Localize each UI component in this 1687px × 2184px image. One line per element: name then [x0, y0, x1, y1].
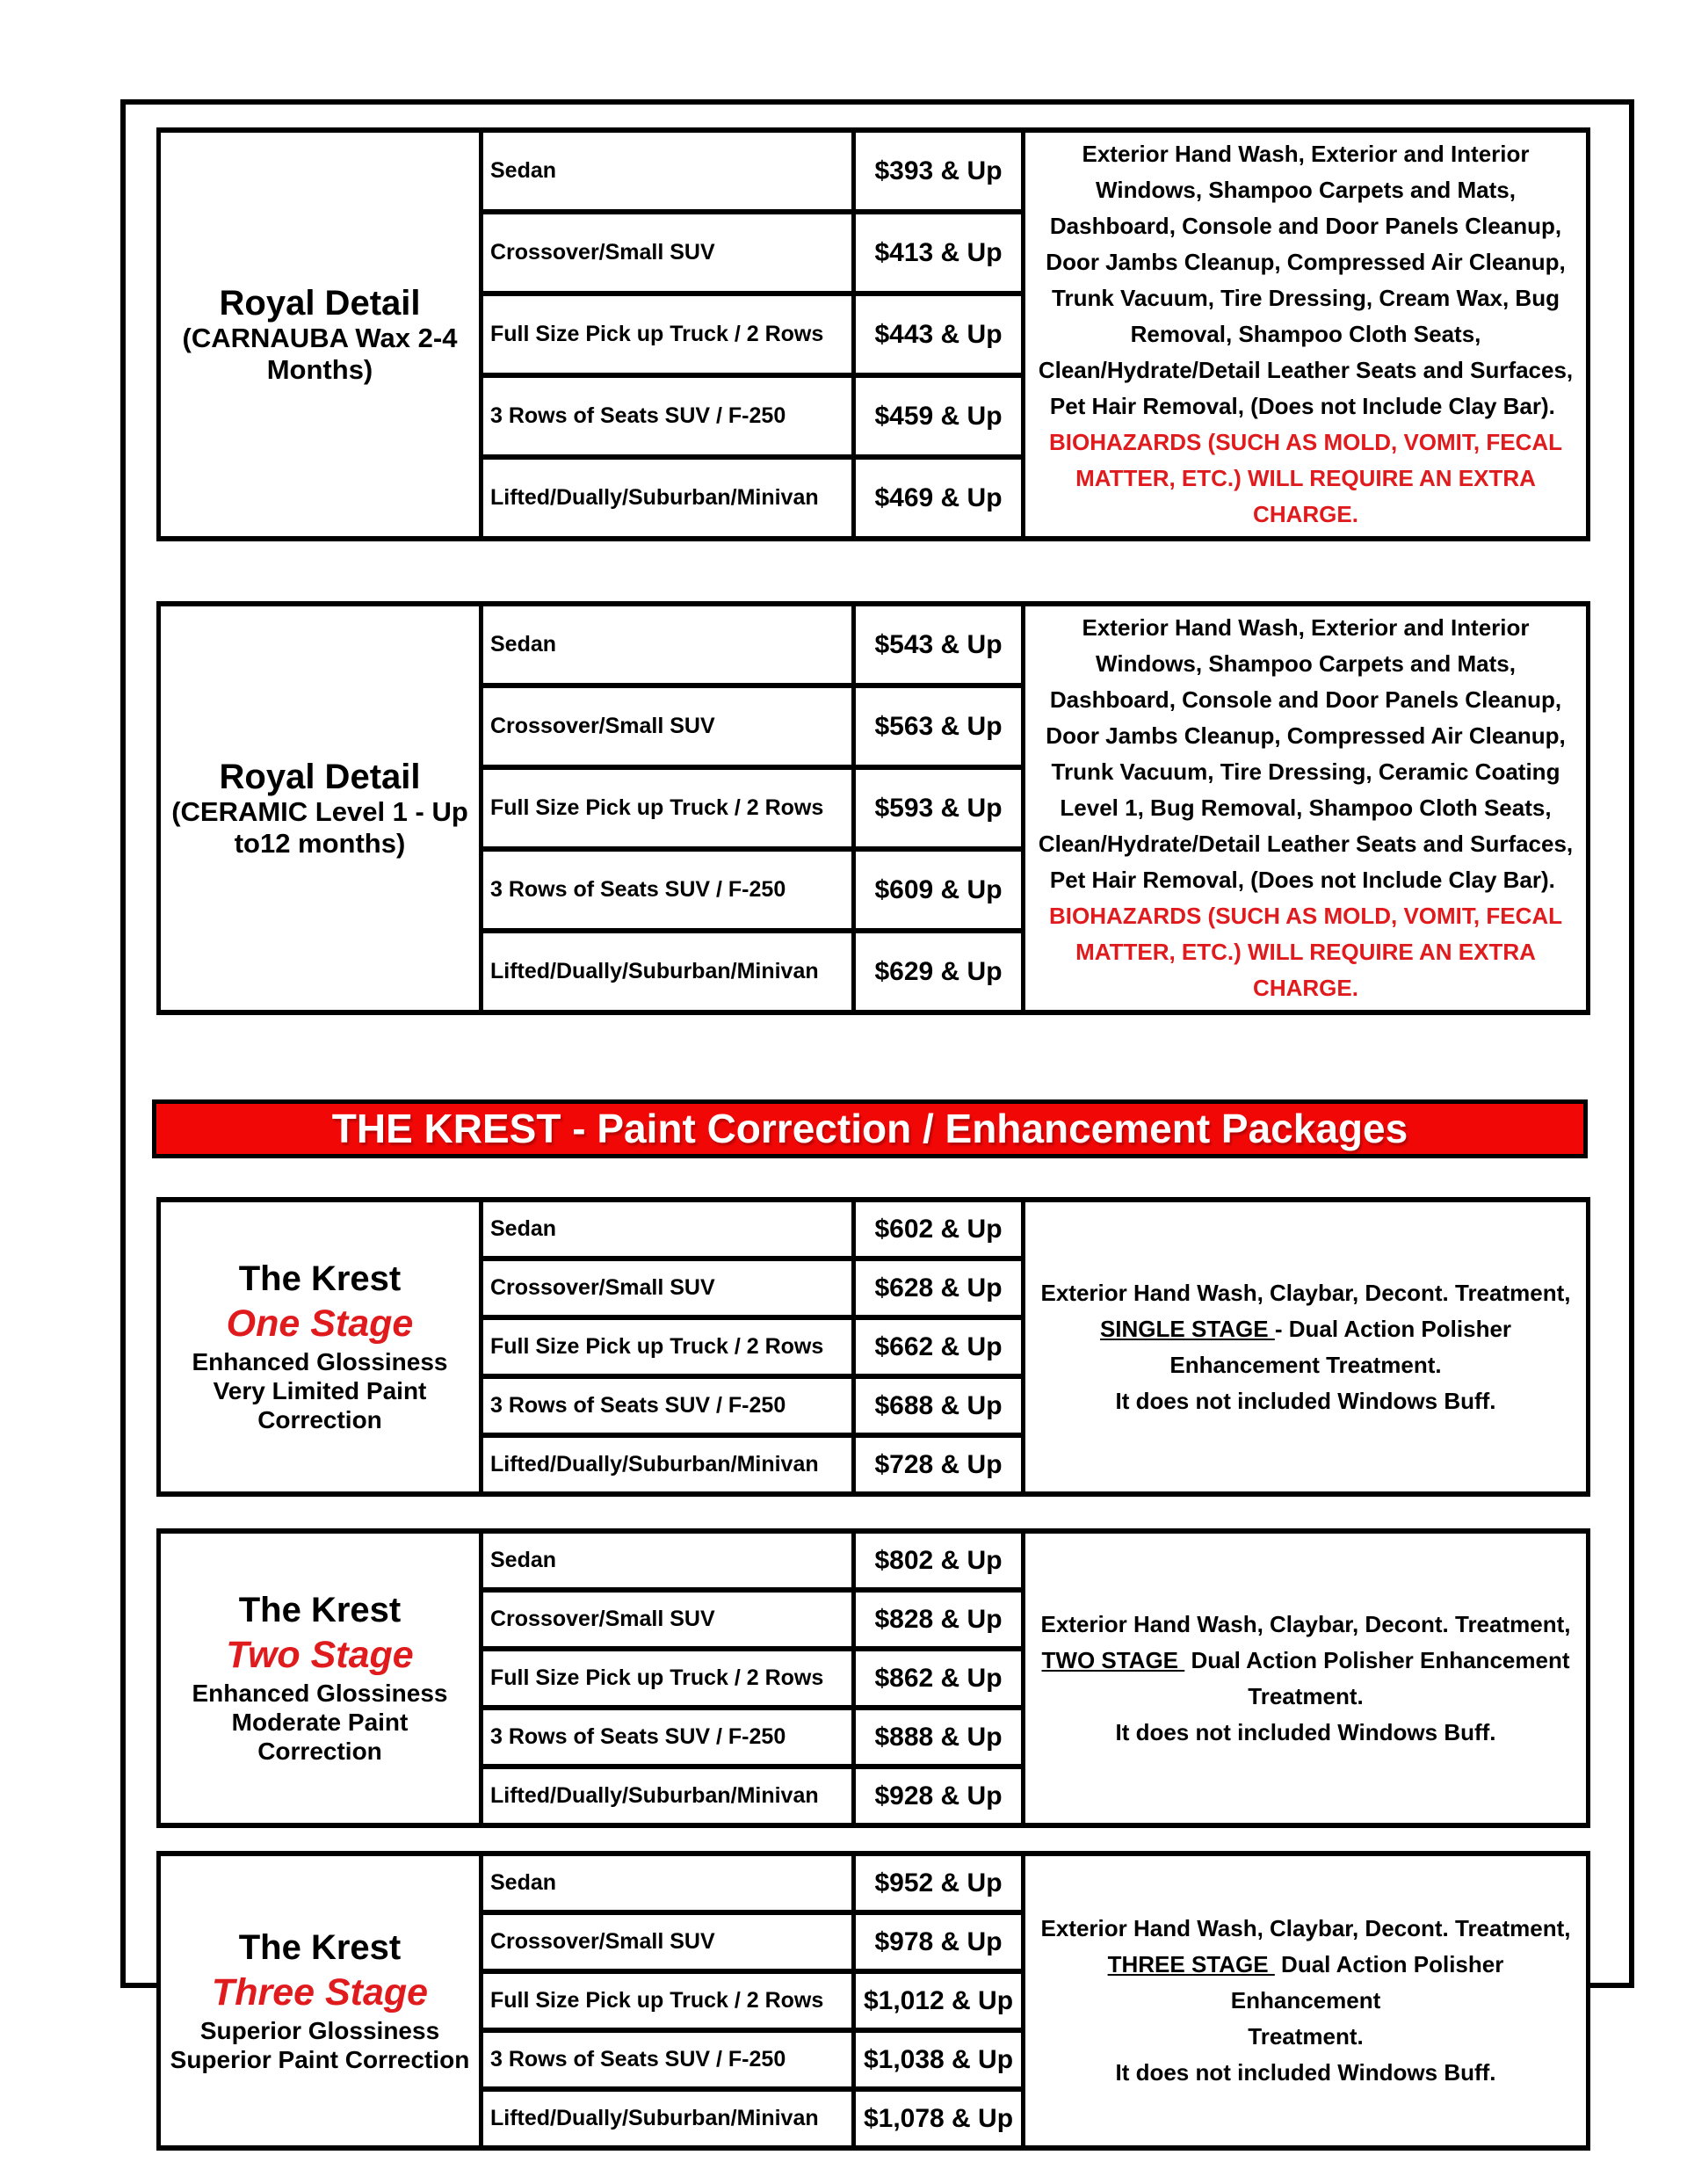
vehicle-type: 3 Rows of Seats SUV / F-250 — [481, 1376, 854, 1435]
package-variant: Enhanced Glossiness Moderate Paint Correction — [192, 1680, 448, 1765]
price-value: $978 & Up — [854, 1912, 1024, 1971]
vehicle-type: 3 Rows of Seats SUV / F-250 — [481, 2030, 854, 2089]
price-value: $563 & Up — [854, 686, 1024, 767]
package-title-cell — [159, 1200, 481, 1494]
price-value: $952 & Up — [854, 1854, 1024, 1912]
price-value: $728 & Up — [854, 1435, 1024, 1494]
price-value: $688 & Up — [854, 1376, 1024, 1435]
description-text-run: BIOHAZARDS (SUCH AS MOLD, VOMIT, FECAL MATTER, ETC.) WILL REQUIRE AN EXTRA CHARGE. — [1048, 429, 1563, 527]
price-value: $828 & Up — [854, 1590, 1024, 1649]
package-variant: Superior Glossiness Superior Paint Correction — [170, 2016, 470, 2073]
package-stage: Two Stage — [226, 1634, 414, 1676]
description-text-run: Exterior Hand Wash, Claybar, Decont. Treatment, — [1040, 1915, 1571, 1941]
vehicle-type: Crossover/Small SUV — [481, 1259, 854, 1317]
package-title-cell — [159, 1531, 481, 1825]
price-value: $662 & Up — [854, 1317, 1024, 1376]
vehicle-type: Crossover/Small SUV — [481, 1912, 854, 1971]
package-description — [1024, 1200, 1589, 1494]
package-name: The Krest — [238, 1259, 402, 1298]
vehicle-type: 3 Rows of Seats SUV / F-250 — [481, 849, 854, 931]
price-value: $862 & Up — [854, 1649, 1024, 1708]
vehicle-type: Sedan — [481, 1531, 854, 1590]
section-banner-title: THE KREST - Paint Correction / Enhancement Packages — [331, 1106, 1408, 1151]
krest-one-stage-table — [156, 1197, 1590, 1497]
vehicle-type: Crossover/Small SUV — [481, 212, 854, 294]
krest-three-stage-table — [156, 1851, 1590, 2151]
description-text-run: SINGLE STAGE — [1099, 1315, 1275, 1342]
price-value: $393 & Up — [854, 130, 1024, 212]
package-stage: One Stage — [226, 1302, 414, 1345]
package-name: Royal Detail — [219, 283, 421, 323]
description-text-run: Treatment. — [1248, 1682, 1364, 1709]
table-row — [159, 1200, 1589, 1259]
vehicle-type: Sedan — [481, 1200, 854, 1259]
price-value: $469 & Up — [854, 457, 1024, 539]
vehicle-type: Lifted/Dually/Suburban/Minivan — [481, 457, 854, 539]
description-text-run: It does not included Windows Buff. — [1115, 2059, 1496, 2086]
price-value: $602 & Up — [854, 1200, 1024, 1259]
vehicle-type: Crossover/Small SUV — [481, 686, 854, 767]
description-text-run: Treatment. — [1248, 2023, 1364, 2050]
table-row — [159, 1531, 1589, 1590]
description-text-run: It does not included Windows Buff. — [1115, 1718, 1496, 1745]
package-description — [1024, 604, 1589, 1012]
vehicle-type: Full Size Pick up Truck / 2 Rows — [481, 294, 854, 375]
package-stage: Three Stage — [211, 1970, 429, 2013]
vehicle-type: Lifted/Dually/Suburban/Minivan — [481, 1767, 854, 1825]
price-value: $928 & Up — [854, 1767, 1024, 1825]
description-text-run: TWO STAGE — [1041, 1646, 1185, 1673]
section-banner — [152, 1099, 1588, 1158]
package-title-cell — [159, 130, 481, 539]
package-description — [1024, 1854, 1589, 2148]
vehicle-type: Lifted/Dually/Suburban/Minivan — [481, 931, 854, 1012]
vehicle-type: 3 Rows of Seats SUV / F-250 — [481, 1708, 854, 1767]
description-text-run: Dual Action Polisher Enhancement — [1184, 1646, 1570, 1673]
page-border-frame — [120, 99, 1634, 2133]
description-text-run: BIOHAZARDS (SUCH AS MOLD, VOMIT, FECAL MATTER, ETC.) WILL REQUIRE AN EXTRA CHARGE. — [1048, 903, 1563, 1001]
price-value: $543 & Up — [854, 604, 1024, 686]
description-text-run: Exterior Hand Wash, Claybar, Decont. Treatment, — [1040, 1279, 1571, 1306]
price-value: $413 & Up — [854, 212, 1024, 294]
package-title-cell — [159, 1854, 481, 2148]
price-value: $628 & Up — [854, 1259, 1024, 1317]
package-description — [1024, 130, 1589, 539]
vehicle-type: Sedan — [481, 130, 854, 212]
description-text-run: THREE STAGE — [1107, 1951, 1275, 1977]
package-title-cell — [159, 604, 481, 1012]
price-value: $802 & Up — [854, 1531, 1024, 1590]
krest-two-stage-table — [156, 1528, 1590, 1828]
vehicle-type: Full Size Pick up Truck / 2 Rows — [481, 1971, 854, 2030]
price-value: $1,078 & Up — [854, 2089, 1024, 2148]
price-value: $609 & Up — [854, 849, 1024, 931]
vehicle-type: Full Size Pick up Truck / 2 Rows — [481, 1317, 854, 1376]
price-value: $593 & Up — [854, 767, 1024, 849]
table-row — [159, 1854, 1589, 1912]
package-variant: (CARNAUBA Wax 2-4 Months) — [182, 322, 458, 385]
vehicle-type: Full Size Pick up Truck / 2 Rows — [481, 1649, 854, 1708]
table-row — [159, 604, 1589, 686]
price-value: $629 & Up — [854, 931, 1024, 1012]
royal-detail-ceramic-table — [156, 601, 1590, 1015]
description-text-run: Exterior Hand Wash, Exterior and Interior Windows, Shampoo Carpets and Mats, Dashboard, Console and Door Panels Cleanup, Door Jambs Cleanup, Compressed Air Cleanup, Trunk Vacuum, Tire Dressing, Ceramic Coating Level 1, Bug Removal, Shampoo Cloth Seats, Clean/Hydrate/Detail Leather Seats and Surfaces, Pet Hair Removal, (Does not Include Clay Bar). — [1038, 614, 1574, 893]
package-variant: (CERAMIC Level 1 - Up to12 months) — [171, 795, 468, 859]
price-value: $443 & Up — [854, 294, 1024, 375]
description-text-run: Exterior Hand Wash, Exterior and Interior Windows, Shampoo Carpets and Mats, Dashboard, Console and Door Panels Cleanup, Door Jambs Cleanup, Compressed Air Cleanup, Trunk Vacuum, Tire Dressing, Cream Wax, Bug Removal, Shampoo Cloth Seats, Clean/Hydrate/Detail Leather Seats and Surfaces, Pet Hair Removal, (Does not Include Clay Bar). — [1038, 141, 1574, 419]
vehicle-type: 3 Rows of Seats SUV / F-250 — [481, 375, 854, 457]
vehicle-type: Full Size Pick up Truck / 2 Rows — [481, 767, 854, 849]
package-name: The Krest — [238, 1927, 402, 1967]
package-name: Royal Detail — [219, 757, 421, 796]
vehicle-type: Crossover/Small SUV — [481, 1590, 854, 1649]
description-text-run: - Dual Action Polisher — [1274, 1315, 1512, 1342]
vehicle-type: Sedan — [481, 1854, 854, 1912]
package-variant: Enhanced Glossiness Very Limited Paint Correction — [192, 1348, 448, 1433]
price-value: $1,038 & Up — [854, 2030, 1024, 2089]
price-value: $459 & Up — [854, 375, 1024, 457]
description-text-run: Enhancement Treatment. — [1169, 1351, 1442, 1378]
vehicle-type: Sedan — [481, 604, 854, 686]
description-text-run: Dual Action Polisher Enhancement — [1230, 1951, 1504, 2013]
price-value: $1,012 & Up — [854, 1971, 1024, 2030]
table-row — [159, 130, 1589, 212]
royal-detail-carnauba-table — [156, 127, 1590, 541]
package-name: The Krest — [238, 1591, 402, 1629]
vehicle-type: Lifted/Dually/Suburban/Minivan — [481, 1435, 854, 1494]
package-description — [1024, 1531, 1589, 1825]
description-text-run: It does not included Windows Buff. — [1115, 1387, 1496, 1414]
description-text-run: Exterior Hand Wash, Claybar, Decont. Treatment, — [1040, 1610, 1571, 1637]
vehicle-type: Lifted/Dually/Suburban/Minivan — [481, 2089, 854, 2148]
price-value: $888 & Up — [854, 1708, 1024, 1767]
